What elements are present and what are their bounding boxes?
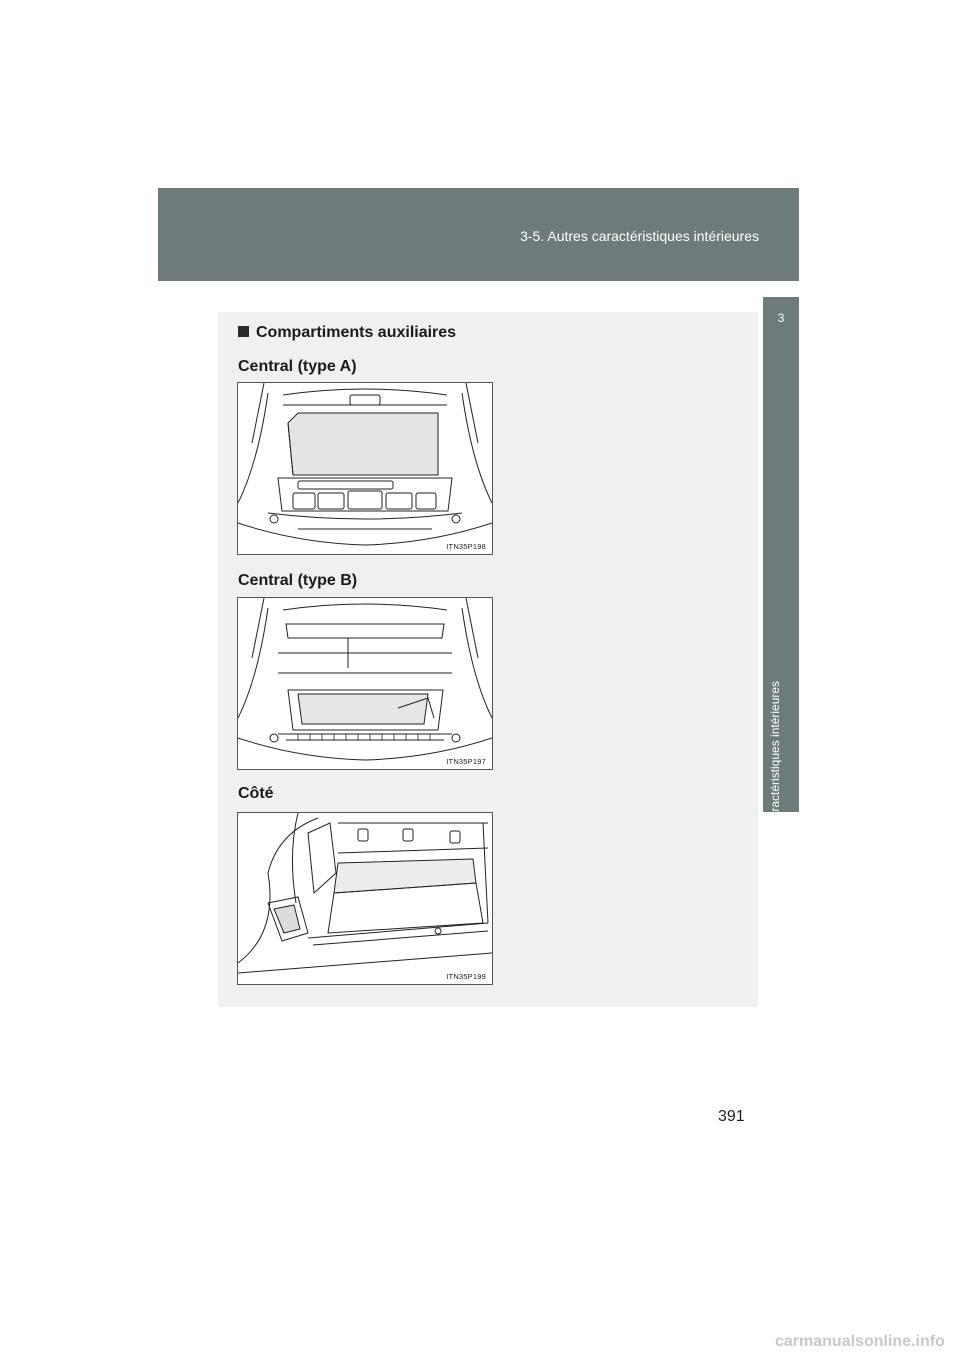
figure-code: ITN35P199 bbox=[446, 972, 486, 981]
chapter-label: Caractéristiques intérieures bbox=[768, 680, 782, 827]
square-bullet-icon bbox=[238, 326, 249, 337]
chapter-tab[interactable] bbox=[763, 297, 799, 827]
watermark: carmanualsonline.info bbox=[775, 1333, 945, 1350]
section-heading bbox=[238, 324, 456, 342]
figure-code: ITN35P197 bbox=[446, 757, 486, 766]
section-heading-text: Compartiments auxiliaires bbox=[256, 324, 457, 341]
figure-side bbox=[237, 812, 493, 985]
figure-central-type-b bbox=[237, 597, 493, 770]
subheading-type-a: Central (type A) bbox=[238, 358, 357, 375]
figure-central-type-a bbox=[237, 382, 493, 555]
subheading-type-b: Central (type B) bbox=[238, 572, 358, 589]
figure-code: ITN35P198 bbox=[446, 542, 486, 551]
subheading-side: Côté bbox=[238, 785, 274, 802]
header-bar bbox=[158, 188, 799, 281]
chapter-number: 3 bbox=[777, 311, 785, 325]
page-number: 391 bbox=[718, 1108, 745, 1125]
section-breadcrumb: 3-5. Autres caractéristiques intérieures bbox=[520, 228, 759, 244]
content-box bbox=[218, 312, 758, 1007]
